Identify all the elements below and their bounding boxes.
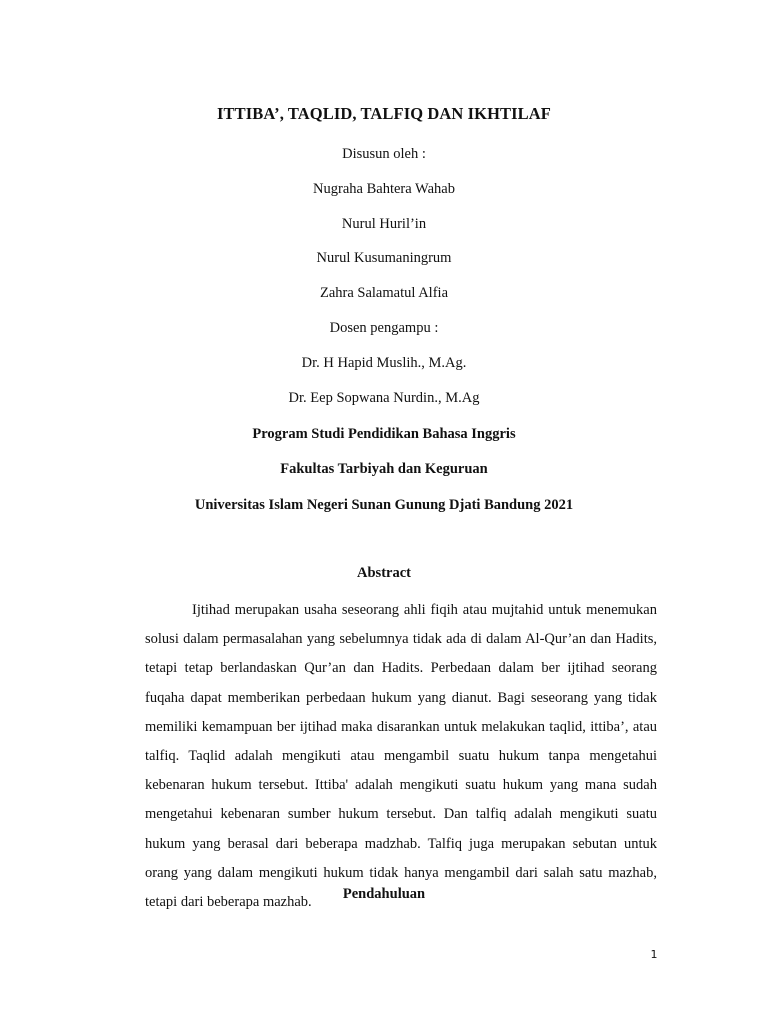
abstract-paragraph: Ijtihad merupakan usaha seseorang ahli fiqih atau mujtahid untuk menemukan solusi dalam permasalahan yang sebelumnya tidak ada di dalam Al-Qur’an dan Hadits, tetapi tetap berlandaskan Qur’an dan Hadits. Perbedaan dalam ber ijtihad seorang fuqaha dapat memberikan perbedaan hukum yang dianut. Bagi seseorang yang tidak memiliki kemampuan ber ijtihad maka disarankan untuk melakukan taqlid, ittiba’, atau talfiq. Taqlid adalah mengikuti atau mengambil suatu hukum tanpa mengetahui kebenaran hukum tersebut. Ittiba' adalah mengikuti suatu hukum yang mana sudah mengetahui kebenaran sumber hukum tersebut. Dan talfiq adalah mengikuti suatu hukum yang berasal dari beberapa madzhab. Talfiq juga merupakan sebutan untuk orang yang dalam mengikuti hukum tidak hanya mengambil dari salah satu mazhab, tetapi dari beberapa mazhab. <box>145 602 657 911</box>
page-number: 1 <box>650 948 658 961</box>
lecturer-name: Dr. H Hapid Muslih., M.Ag. <box>301 355 467 371</box>
faculty-name: Fakultas Tarbiyah dan Keguruan <box>280 461 488 477</box>
author-name: Nurul Kusumaningrum <box>316 250 452 266</box>
author-name: Nurul Huril’in <box>341 216 427 232</box>
author-name: Zahra Salamatul Alfia <box>319 285 449 301</box>
compiled-by-label: Disusun oleh : <box>342 146 426 162</box>
author-name: Nugraha Bahtera Wahab <box>313 181 455 197</box>
lecturer-name: Dr. Eep Sopwana Nurdin., M.Ag <box>288 390 480 406</box>
abstract-heading: Abstract <box>357 565 411 581</box>
lecturer-label: Dosen pengampu : <box>329 320 439 336</box>
introduction-heading: Pendahuluan <box>342 886 426 902</box>
university-name: Universitas Islam Negeri Sunan Gunung Djati Bandung 2021 <box>194 497 574 513</box>
study-program: Program Studi Pendidikan Bahasa Inggris <box>252 426 516 442</box>
document-title: ITTIBA’, TAQLID, TALFIQ DAN IKHTILAF <box>217 104 551 123</box>
